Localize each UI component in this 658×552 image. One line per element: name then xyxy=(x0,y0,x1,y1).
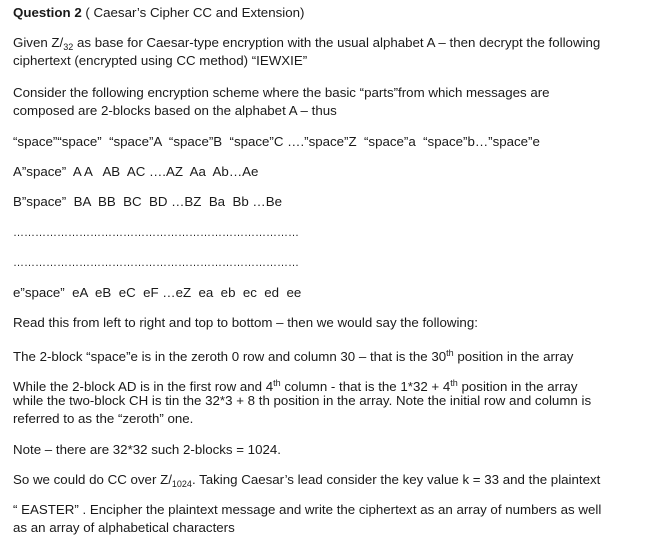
para4-line1 xyxy=(13,344,573,366)
para1-text-b: as base for Caesar-type encryption with the usual alphabet A – then decrypt the following xyxy=(73,35,601,50)
para7-text-b: . Taking Caesar’s lead consider the key value k = 33 and the plaintext xyxy=(191,472,601,487)
question-subtitle: ( Caesar’s Cipher CC and Extension) xyxy=(81,5,305,20)
para5-superscript-2: th xyxy=(450,378,458,388)
para5-superscript-1: th xyxy=(273,378,281,388)
para2-line1: Consider the following encryption scheme where the basic “parts”from which messages are xyxy=(13,85,550,100)
para5-text-b: column - that is the 1*32 + 4 xyxy=(280,379,451,394)
para7-line1 xyxy=(13,471,600,493)
grid-row-b: B”space” BA BB BC BD …BZ Ba Bb …Be xyxy=(13,194,282,209)
para6-line1: Note – there are 32*32 such 2-blocks = 1024. xyxy=(13,442,281,457)
para1-line2: ciphertext (encrypted using CC method) “IEWXIE” xyxy=(13,53,308,68)
para1-subscript: 32 xyxy=(63,42,74,52)
para5-text-c: position in the array xyxy=(457,379,578,394)
question-number: Question 2 xyxy=(13,5,82,20)
grid-dots-2: …………………………………………………………………… xyxy=(13,257,299,269)
para3-line1: Read this from left to right and top to bottom – then we would say the following: xyxy=(13,315,478,330)
para1-text-a: Given Z/ xyxy=(13,35,64,50)
para8-line2: as an array of alphabetical characters xyxy=(13,520,235,535)
grid-row-space: “space”“space” “space”A “space”B “space”C ….”space”Z “space”a “space”b…”space”e xyxy=(13,134,540,149)
grid-row-a: A”space” A A AB AC ….AZ Aa Ab…Ae xyxy=(13,164,259,179)
grid-dots-1: …………………………………………………………………… xyxy=(13,227,299,239)
question-title xyxy=(13,4,304,22)
para5-line3: referred to as the “zeroth” one. xyxy=(13,411,194,426)
para5-text-a: While the 2-block AD is in the first row and 4 xyxy=(13,379,274,394)
para2-line2: composed are 2-blocks based on the alphabet A – thus xyxy=(13,103,337,118)
para8-line1: “ EASTER” . Encipher the plaintext message and write the ciphertext as an array of numbers as well xyxy=(13,502,602,517)
grid-row-e: e”space” eA eB eC eF …eZ ea eb ec ed ee xyxy=(13,285,302,300)
para4-text-b: position in the array xyxy=(453,349,574,364)
para4-text-a: The 2-block “space”e is in the zeroth 0 row and column 30 – that is the 30 xyxy=(13,349,447,364)
para5-line2: while the two-block CH is tin the 32*3 + 8 th position in the array. Note the initial row and column is xyxy=(13,393,592,408)
para7-text-a: So we could do CC over Z/ xyxy=(13,472,172,487)
para7-subscript: 1024 xyxy=(171,479,192,489)
para4-superscript: th xyxy=(446,348,454,358)
